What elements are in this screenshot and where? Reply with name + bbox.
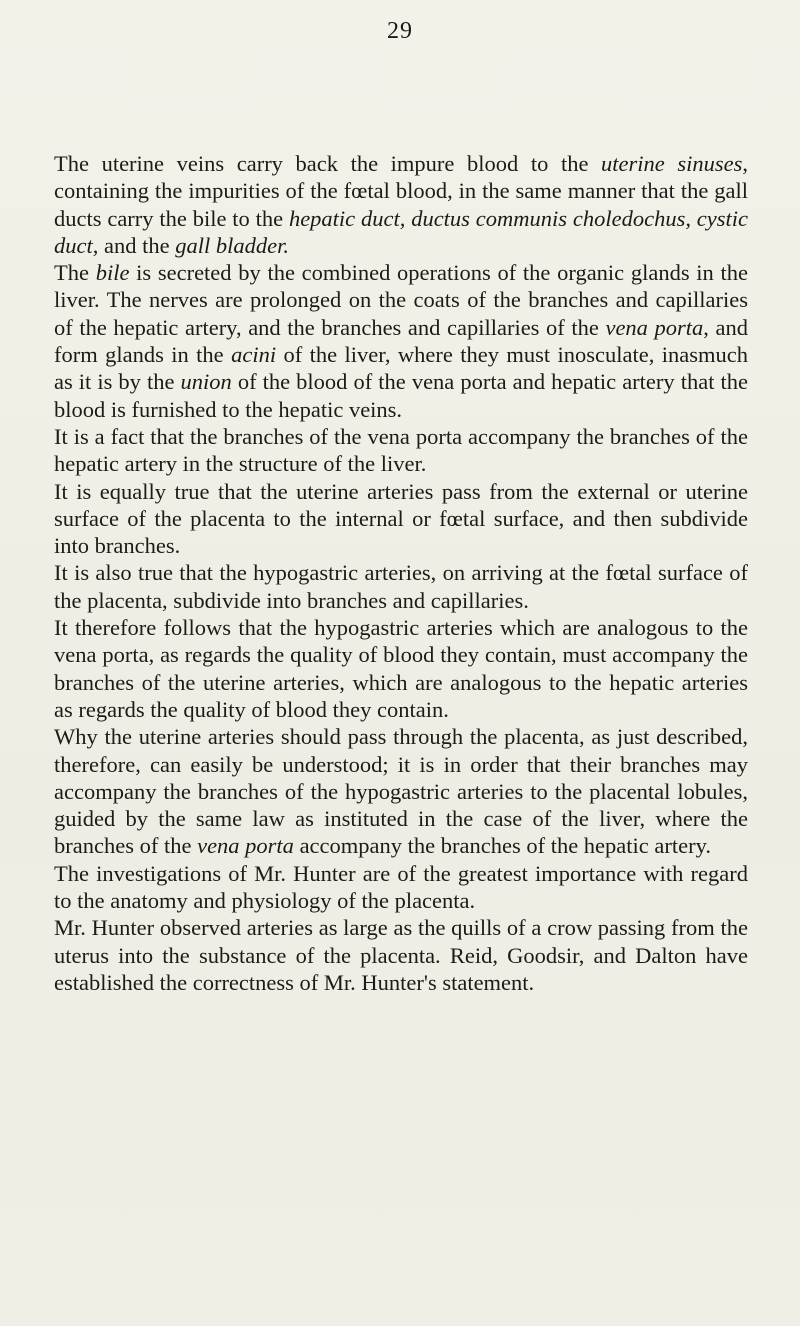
- paragraph: [54, 423, 748, 478]
- text-run: Mr. Hunter observed arteries as large as the quills of a crow passing from the uterus into the substance of the placenta. Reid, Goodsir, and Dalton have established the correctness of Mr. Hunter's statement.: [54, 915, 748, 995]
- text-run: accompany the branches of the hepatic artery.: [293, 833, 712, 859]
- italic-term: acini: [231, 342, 277, 368]
- text-run: and the: [98, 232, 176, 258]
- text-run: is secreted by the combined operations of the organic glands in the liver. The nerves are prolonged on the coats of the branches and capillaries of the hepatic artery, and the branches and capillaries of the: [54, 260, 748, 340]
- italic-term: hepatic duct, ductus communis choledochus, cystic duct,: [54, 205, 748, 258]
- text-run: It is equally true that the uterine arteries pass from the external or uterine surface of the placenta to the internal or fœtal surface, and then subdivide into branches.: [54, 478, 748, 559]
- text-run: It is a fact that the branches of the vena porta accompany the branches of the hepatic artery in the structure of the liver.: [54, 423, 748, 477]
- page-number: 29: [387, 18, 413, 44]
- paragraph: [54, 860, 748, 915]
- paragraph: [54, 150, 748, 259]
- body-text: [54, 150, 748, 996]
- text-run: , and form glands in the: [54, 314, 748, 368]
- text-run: The uterine veins carry back the impure blood to the: [54, 151, 602, 176]
- text-run: of the blood of the vena porta and hepatic artery that the blood is furnished to the hepatic veins.: [54, 369, 748, 422]
- paragraph: [54, 478, 748, 560]
- text-run: It is also true that the hypogastric arteries, on arriving at the fœtal surface of the placenta, subdivide into branches and capillaries.: [54, 560, 748, 613]
- paragraph: [54, 614, 748, 723]
- italic-term: uterine sinuses: [601, 151, 743, 176]
- italic-term: vena porta: [197, 833, 294, 859]
- italic-term: gall bladder.: [175, 232, 289, 258]
- paragraph: [54, 914, 748, 996]
- text-run: Why the uterine arteries should pass through the placenta, as just described, therefore, can easily be understood; it is in order that their branches may accompany the branches of the hypogastric arteries to the placental lobules, guided by the same law as instituted in the case of the liver, where the branches of the: [54, 724, 748, 859]
- paragraph: [54, 559, 748, 614]
- paragraph: [54, 259, 748, 423]
- paragraph: [54, 723, 748, 859]
- text-run: , containing the impurities of the fœtal blood, in the same manner that the gall ducts carry the bile to the: [54, 151, 748, 231]
- text-run: It therefore follows that the hypogastric arteries which are analogous to the vena porta, as regards the quality of blood they contain, must accompany the branches of the uterine arteries, which are analogous to the hepatic arteries as regards the quality of blood they contain.: [54, 615, 748, 722]
- italic-term: bile: [95, 260, 130, 286]
- text-run: The investigations of Mr. Hunter are of the greatest importance with regard to the anatomy and physiology of the placenta.: [54, 860, 748, 914]
- text-run: of the liver, where they must inosculate, inasmuch as it is by the: [54, 342, 748, 395]
- italic-term: union: [180, 369, 232, 395]
- text-run: The: [54, 260, 96, 286]
- italic-term: vena porta: [605, 314, 704, 340]
